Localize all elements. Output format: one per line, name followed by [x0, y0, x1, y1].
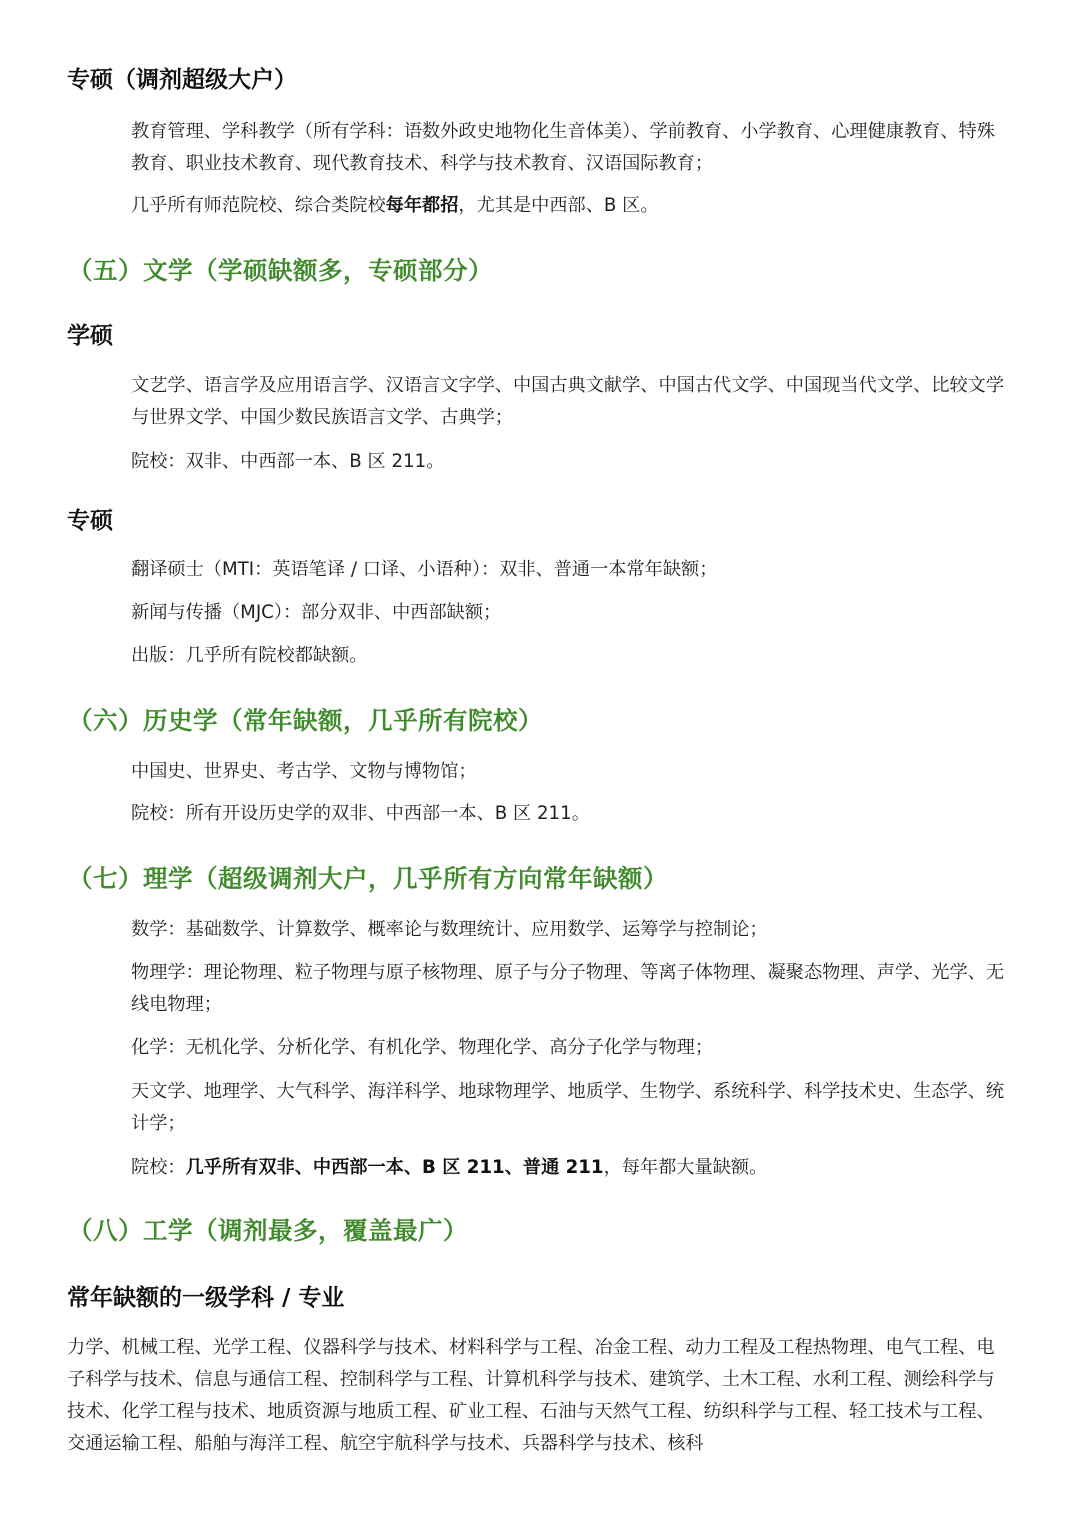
- science-schools-paragraph: [131, 1152, 1011, 1184]
- subheading-zhuanshuo: 专硕: [67, 508, 113, 534]
- literature-xueshuo-schools: 院校：双非、中西部一本、B 区 211。: [131, 451, 445, 472]
- education-schools-emphasis: 每年都招: [385, 195, 459, 216]
- literature-xueshuo-majors: 文艺学、语言学及应用语言学、汉语言文字学、中国古典文献学、中国古代文学、中国现当代文学、比较文学与世界文学、中国少数民族语言文学、古典学；: [131, 375, 1005, 428]
- section-heading-lishi: （六）历史学（常年缺额，几乎所有院校）: [68, 706, 543, 735]
- science-item-other: 天文学、地理学、大气科学、海洋科学、地球物理学、地质学、生物学、系统科学、科学技术史、生态学、统计学；: [131, 1081, 1005, 1134]
- subheading-xueshuo: 学硕: [67, 323, 113, 349]
- literature-zhuanshuo-item: 出版：几乎所有院校都缺额。: [131, 645, 368, 666]
- history-majors-paragraph: 中国史、世界史、考古学、文物与博物馆；: [131, 761, 477, 782]
- section-heading-zhuanshuo-education: 专硕（调剂超级大户）: [67, 67, 297, 93]
- education-majors-paragraph: 教育管理、学科教学（所有学科：语数外政史地物化生音体美）、学前教育、小学教育、心理健康教育、特殊教育、职业技术教育、现代教育技术、科学与技术教育、汉语国际教育；: [131, 121, 995, 174]
- education-schools-tail: ，尤其是中西部、B 区。: [458, 195, 659, 216]
- science-schools-tail: ，每年都大量缺额。: [603, 1157, 768, 1178]
- subheading-engineering-disciplines: 常年缺额的一级学科 / 专业: [67, 1285, 345, 1311]
- science-schools-label: 院校：: [131, 1157, 186, 1178]
- science-item-math: 数学：基础数学、计算数学、概率论与数理统计、应用数学、运筹学与控制论；: [131, 919, 768, 940]
- section-heading-gongxue: （八）工学（调剂最多，覆盖最广）: [68, 1216, 468, 1245]
- education-schools-text: 几乎所有师范院校、综合类院校: [131, 195, 386, 216]
- education-schools-paragraph: [131, 190, 1011, 222]
- literature-zhuanshuo-item: 新闻与传播（MJC）：部分双非、中西部缺额；: [131, 602, 502, 623]
- science-schools-emphasis: 几乎所有双非、中西部一本、B 区 211、普通 211: [185, 1157, 604, 1178]
- section-heading-wenxue: （五）文学（学硕缺额多，专硕部分）: [68, 256, 493, 285]
- literature-zhuanshuo-item: 翻译硕士（MTI：英语笔译 / 口译、小语种）：双非、普通一本常年缺额；: [131, 559, 718, 580]
- engineering-disciplines-list: 力学、机械工程、光学工程、仪器科学与技术、材料科学与工程、冶金工程、动力工程及工程热物理、电气工程、电子科学与技术、信息与通信工程、控制科学与工程、计算机科学与技术、建筑学、土木工程、水利工程、测绘科学与技术、化学工程与技术、地质资源与地质工程、矿业工程、石油与天然气工程、纺织科学与工程、轻工技术与工程、交通运输工程、船舶与海洋工程、航空宇航科学与技术、兵器科学与技术、核科: [67, 1337, 995, 1454]
- section-heading-lixue: （七）理学（超级调剂大户，几乎所有方向常年缺额）: [68, 864, 668, 893]
- history-schools-paragraph: 院校：所有开设历史学的双非、中西部一本、B 区 211。: [131, 803, 590, 824]
- science-item-physics: 物理学：理论物理、粒子物理与原子核物理、原子与分子物理、等离子体物理、凝聚态物理、声学、光学、无线电物理；: [131, 962, 1005, 1015]
- science-item-chemistry: 化学：无机化学、分析化学、有机化学、物理化学、高分子化学与物理；: [131, 1037, 714, 1058]
